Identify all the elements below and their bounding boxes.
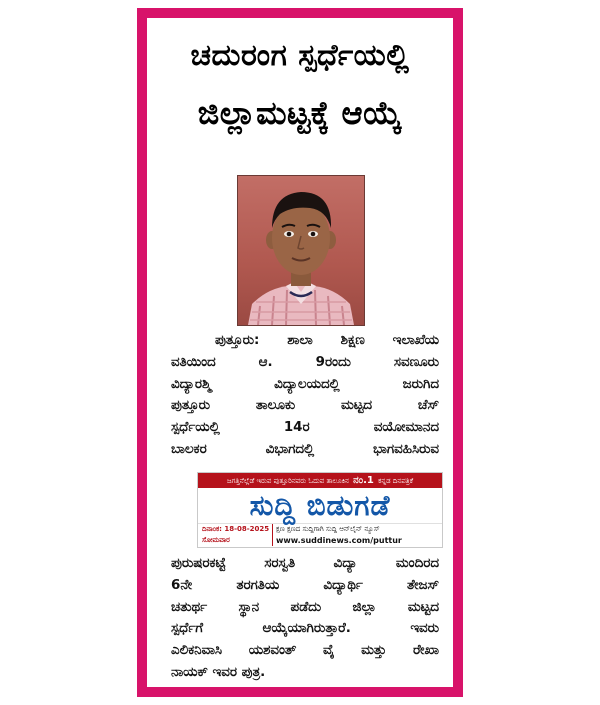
headline-line-1: ಚದುರಂಗ ಸ್ಪರ್ಧೆಯಲ್ಲಿ <box>190 38 410 73</box>
headline-line-2: ಜಿಲ್ಲಾಮಟ್ಟಕ್ಕೆ ಆಯ್ಕೆ <box>197 94 403 132</box>
masthead-date-block <box>198 524 272 546</box>
tagline-number-one: ನಂ.1 <box>353 475 374 486</box>
masthead-logo: ಸುದ್ದಿ ಬಿಡುಗಡೆ <box>249 489 391 522</box>
masthead-online-block <box>272 524 442 546</box>
tagline-right: ಕನ್ನಡ ದಿನಪತ್ರಿಕೆ <box>378 477 414 485</box>
news-clipping-frame <box>137 8 463 697</box>
paragraph-line: ವಿದ್ಯಾರಶ್ಮಿ ವಿದ್ಯಾಲಯದಲ್ಲಿ ಜರುಗಿದ <box>171 376 439 392</box>
paragraph-line: ಪುತ್ತೂರು ತಾಲೂಕು ಮಟ್ಟದ ಚೆಸ್ <box>171 398 439 414</box>
paragraph-line: ಚತುರ್ಥ ಸ್ಥಾನ ಪಡೆದು ಜಿಲ್ಲಾ ಮಟ್ಟದ <box>171 599 439 615</box>
student-photo <box>237 175 365 326</box>
paragraph-line: ಬಾಲಕರ ವಿಭಾಗದಲ್ಲಿ ಭಾಗವಹಿಸಿರುವ <box>171 441 439 457</box>
paragraph-line: ಪುರುಷರಕಟ್ಟೆ ಸರಸ್ವತಿ ವಿದ್ಯಾ ಮಂದಿರದ <box>171 556 439 571</box>
paragraph-line: ಎಲಿಕನಿವಾಸಿ ಯಶವಂತ್ ವೈ ಮತ್ತು ರೇಖಾ <box>171 643 439 659</box>
masthead-slogan: ಕ್ಷಣ ಕ್ಷಣದ ಸುದ್ದಿಗಾಗಿ ಸುದ್ದಿ ಆನ್‌ಲೈನ್ ನ್ಯೂಸ್ <box>276 525 380 533</box>
masthead-day: ಸೋಮವಾರ <box>202 536 230 544</box>
paragraph-line: ನಾಯಕ್ ಇವರ ಪುತ್ರ. <box>171 664 266 680</box>
masthead-meta <box>198 523 442 546</box>
tagline-left: ಜಗತ್ತಿನೆಲ್ಲೆಡೆ ಇರುವ ಪುತ್ತೂರಿನವರು ಓದುವ ತಾಲೂಕಿನ <box>226 477 349 485</box>
paragraph-line: ಸ್ಪರ್ಧೆಗೆ ಆಯ್ಕೆಯಾಗಿರುತ್ತಾರೆ. ಇವರು <box>171 621 439 637</box>
masthead-tagline <box>198 473 442 488</box>
paragraph-line: ವತಿಯಿಂದ ಆ. 9ರಂದು ಸವಣೂರು <box>171 354 439 370</box>
newspaper-masthead-banner <box>197 472 443 548</box>
masthead-date: ದಿನಾಂಕ: 18-08-2025 <box>202 525 270 533</box>
paragraph-line: ಸ್ಪರ್ಧೆಯಲ್ಲಿ 14ರ ವಯೋಮಾನದ <box>171 420 439 436</box>
masthead-url: www.suddinews.com/puttur <box>276 536 402 545</box>
paragraph-line: 6ನೇ ತರಗತಿಯ ವಿದ್ಯಾರ್ಥಿ ತೇಜಸ್ <box>171 577 439 593</box>
article-paragraph-2 <box>171 553 439 684</box>
student-portrait-icon <box>238 176 364 325</box>
paragraph-line: ಪುತ್ತೂರು: ಶಾಲಾ ಶಿಕ್ಷಣ ಇಲಾಖೆಯ <box>215 333 439 348</box>
article-paragraph-1 <box>171 330 439 461</box>
